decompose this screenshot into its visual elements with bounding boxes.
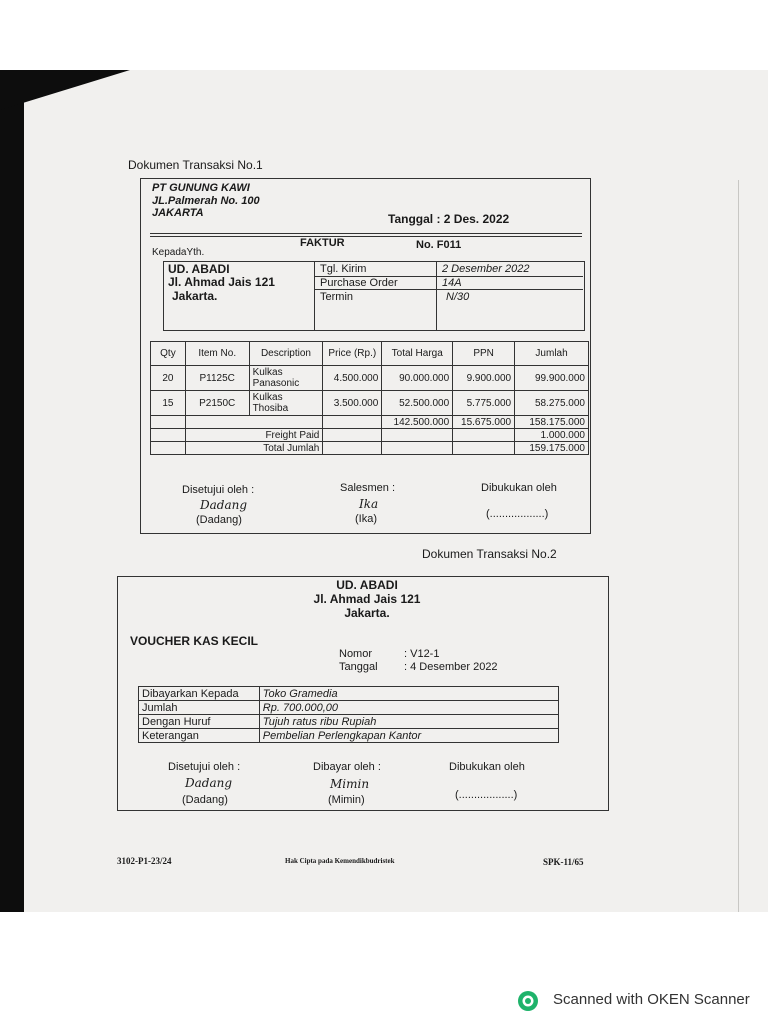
- cell-description: [249, 391, 323, 416]
- voucher-company-name: UD. ABADI: [336, 578, 398, 592]
- doc2-label: Dokumen Transaksi No.2: [422, 547, 557, 561]
- freight-empty: [151, 429, 186, 442]
- cell-description-line1: Kulkas: [252, 367, 283, 378]
- grand-total-value: 159.175.000: [515, 442, 589, 455]
- doc2-paid-signature: Mimin: [330, 777, 370, 791]
- invoice-date: Tanggal : 2 Des. 2022: [388, 212, 510, 226]
- info-label-po: Purchase Order: [320, 277, 398, 289]
- cell-jumlah: 58.275.000: [515, 391, 589, 416]
- header-price: Price (Rp.): [323, 342, 382, 366]
- doc1-booked-label: Dibukukan oleh: [481, 482, 557, 494]
- doc1-sales-label: Salesmen :: [340, 482, 396, 494]
- header-total-harga: Total Harga: [382, 342, 453, 366]
- footer-code-right: SPK-11/65: [543, 857, 584, 867]
- doc1-sales-signature: Ika: [359, 497, 379, 511]
- paper-fold-line: [738, 180, 739, 912]
- info-value-po: 14A: [442, 277, 462, 289]
- subtotal-empty: [151, 416, 186, 429]
- customer-address: Jl. Ahmad Jais 121: [168, 275, 275, 289]
- voucher-row-label: Dengan Huruf: [139, 715, 260, 729]
- doc2-approved-name: (Dadang): [182, 794, 228, 806]
- subtotal-empty: [185, 416, 323, 429]
- grand-empty: [151, 442, 186, 455]
- cell-description-line2: Panasonic: [252, 378, 300, 389]
- grand-empty: [453, 442, 515, 455]
- cell-ppn: 9.900.000: [453, 366, 515, 391]
- doc2-approved-label: Disetujui oleh :: [168, 761, 241, 773]
- invoice-header-rule-2: [150, 236, 582, 237]
- voucher-row-label: Keterangan: [139, 729, 260, 743]
- invoice-number: No. F011: [416, 239, 462, 251]
- freight-empty: [323, 429, 382, 442]
- freight-empty: [382, 429, 453, 442]
- voucher-row-value: Tujuh ratus ribu Rupiah: [259, 715, 558, 729]
- customer-info-rule-2: [314, 289, 583, 290]
- doc1-approved-label: Disetujui oleh :: [182, 484, 255, 496]
- header-jumlah: Jumlah: [515, 342, 589, 366]
- grand-empty: [382, 442, 453, 455]
- doc1-booked-name: (..................): [486, 508, 549, 520]
- cell-ppn: 5.775.000: [453, 391, 515, 416]
- table-row: [139, 701, 559, 715]
- freight-row: [151, 429, 589, 442]
- invoice-company-city: JAKARTA: [152, 207, 204, 219]
- scan-shadow-corner: [0, 70, 130, 110]
- info-label-term: Termin: [320, 291, 354, 303]
- doc2-booked-name: (..................): [455, 789, 518, 801]
- doc2-booked-label: Dibukukan oleh: [449, 761, 525, 773]
- table-row: [139, 687, 559, 701]
- oken-scanner-logo-icon: [517, 990, 539, 1012]
- grand-empty: [323, 442, 382, 455]
- grand-total-label: Total Jumlah: [185, 442, 323, 455]
- header-qty: Qty: [151, 342, 186, 366]
- voucher-company-address: Jl. Ahmad Jais 121: [313, 592, 421, 606]
- scan-shadow-edge: [0, 70, 24, 912]
- table-row: [151, 366, 589, 391]
- subtotal-total-harga: 142.500.000: [382, 416, 453, 429]
- footer-code-left: 3102-P1-23/24: [117, 856, 172, 866]
- table-row: [139, 715, 559, 729]
- info-value-ship-date: 2 Desember 2022: [442, 263, 530, 275]
- cell-qty: 15: [151, 391, 186, 416]
- voucher-title: VOUCHER KAS KECIL: [130, 634, 259, 648]
- invoice-to-label: KepadaYth.: [152, 247, 205, 258]
- freight-value: 1.000.000: [515, 429, 589, 442]
- scanner-watermark-text: Scanned with OKEN Scanner: [553, 991, 750, 1008]
- footer-copyright: Hak Cipta pada Kemendikbudristek: [285, 857, 395, 865]
- doc1-label: Dokumen Transaksi No.1: [128, 158, 263, 172]
- info-value-term: N/30: [446, 291, 470, 303]
- cell-description-line2: Thosiba: [252, 403, 289, 414]
- freight-empty: [453, 429, 515, 442]
- customer-info-divider-2: [436, 261, 437, 330]
- invoice-company-address: JL.Palmerah No. 100: [152, 195, 260, 207]
- header-description: Description: [249, 342, 323, 366]
- scan-background: [0, 0, 768, 70]
- doc1-sales-name: (Ika): [355, 513, 377, 525]
- voucher-row-label: Jumlah: [139, 701, 260, 715]
- cell-item-no: P2150C: [185, 391, 249, 416]
- table-row: [151, 391, 589, 416]
- cell-price: 4.500.000: [323, 366, 382, 391]
- voucher-number-value: : V12-1: [404, 648, 440, 660]
- cell-price: 3.500.000: [323, 391, 382, 416]
- subtotal-jumlah: 158.175.000: [515, 416, 589, 429]
- doc1-approved-signature: Dadang: [200, 498, 248, 512]
- grand-total-row: [151, 442, 589, 455]
- cell-qty: 20: [151, 366, 186, 391]
- freight-label: Freight Paid: [185, 429, 323, 442]
- cell-item-no: P1125C: [185, 366, 249, 391]
- subtotal-row: [151, 416, 589, 429]
- cell-total-harga: 52.500.000: [382, 391, 453, 416]
- invoice-header-rule-1: [150, 233, 582, 234]
- customer-name: UD. ABADI: [168, 262, 230, 276]
- info-label-ship-date: Tgl. Kirim: [320, 263, 367, 275]
- header-item-no: Item No.: [185, 342, 249, 366]
- cell-description-line1: Kulkas: [252, 392, 283, 403]
- invoice-title: FAKTUR: [300, 237, 345, 249]
- cell-description: [249, 366, 323, 391]
- voucher-row-value: Pembelian Perlengkapan Kantor: [259, 729, 558, 743]
- subtotal-ppn: 15.675.000: [453, 416, 515, 429]
- voucher-number-label: Nomor: [339, 648, 373, 660]
- cell-total-harga: 90.000.000: [382, 366, 453, 391]
- voucher-details-table: [138, 686, 559, 743]
- voucher-date-value: : 4 Desember 2022: [404, 661, 498, 673]
- table-row: [139, 729, 559, 743]
- customer-info-divider-1: [314, 261, 315, 330]
- doc2-approved-signature: Dadang: [185, 776, 233, 790]
- voucher-company-city: Jakarta.: [344, 606, 390, 620]
- header-ppn: PPN: [453, 342, 515, 366]
- voucher-date-label: Tanggal: [339, 661, 378, 673]
- voucher-row-value: Rp. 700.000,00: [259, 701, 558, 715]
- voucher-row-value: Toko Gramedia: [259, 687, 558, 701]
- customer-city: Jakarta.: [172, 289, 218, 303]
- doc2-paid-name: (Mimin): [328, 794, 365, 806]
- subtotal-empty: [323, 416, 382, 429]
- invoice-company-name: PT GUNUNG KAWI: [152, 182, 250, 194]
- invoice-items-table: [150, 341, 589, 455]
- cell-jumlah: 99.900.000: [515, 366, 589, 391]
- doc2-paid-label: Dibayar oleh :: [313, 761, 381, 773]
- table-header-row: [151, 342, 589, 366]
- voucher-row-label: Dibayarkan Kepada: [139, 687, 260, 701]
- doc1-approved-name: (Dadang): [196, 514, 242, 526]
